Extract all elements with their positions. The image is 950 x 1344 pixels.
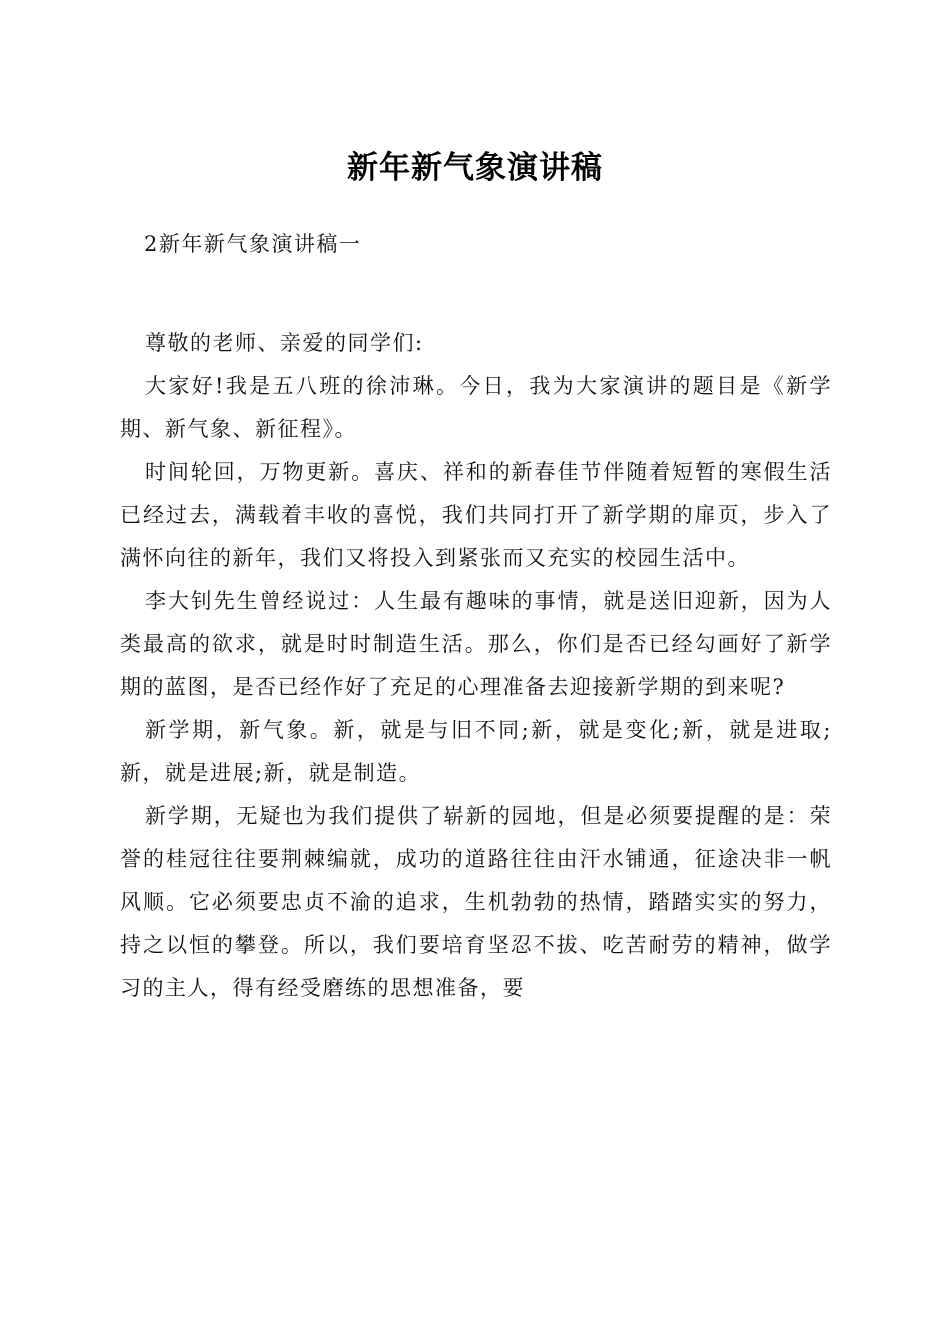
- paragraph-greeting: 大家好!我是五八班的徐沛琳。今日，我为大家演讲的题目是《新学期、新气象、新征程》。: [120, 374, 832, 441]
- document-title: 新年新气象演讲稿: [347, 150, 603, 186]
- document-body: [120, 322, 832, 1010]
- paragraph-salutation: 尊敬的老师、亲爱的同学们:: [145, 331, 424, 355]
- document-subtitle: 2新年新气象演讲稿一: [144, 232, 362, 256]
- paragraph-challenge: 新学期，无疑也为我们提供了崭新的园地，但是必须要提醒的是：荣誉的桂冠往往要荆棘编就，成功的道路往往由汗水铺通，征途决非一帆风顺。它必须要忠贞不渝的追求，生机勃勃的热情，踏踏实实的努力，持之以恒的攀登。所以，我们要培育坚忍不拔、吃苦耐劳的精神，做学习的主人，得有经受磨练的思想准备，要: [120, 804, 832, 1000]
- paragraph-new-semester: 时间轮回，万物更新。喜庆、祥和的新春佳节伴随着短暂的寒假生活已经过去，满载着丰收的喜悦，我们共同打开了新学期的扉页，步入了满怀向往的新年，我们又将投入到紧张而又充实的校园生活中。: [120, 460, 832, 570]
- paragraph-new-meaning: 新学期，新气象。新，就是与旧不同;新，就是变化;新，就是进取;新，就是进展;新，就是制造。: [120, 718, 832, 785]
- paragraph-quote: 李大钊先生曾经说过：人生最有趣味的事情，就是送旧迎新，因为人类最高的欲求，就是时时制造生活。那么，你们是否已经勾画好了新学期的蓝图，是否已经作好了充足的心理准备去迎接新学期的到来呢?: [120, 589, 832, 699]
